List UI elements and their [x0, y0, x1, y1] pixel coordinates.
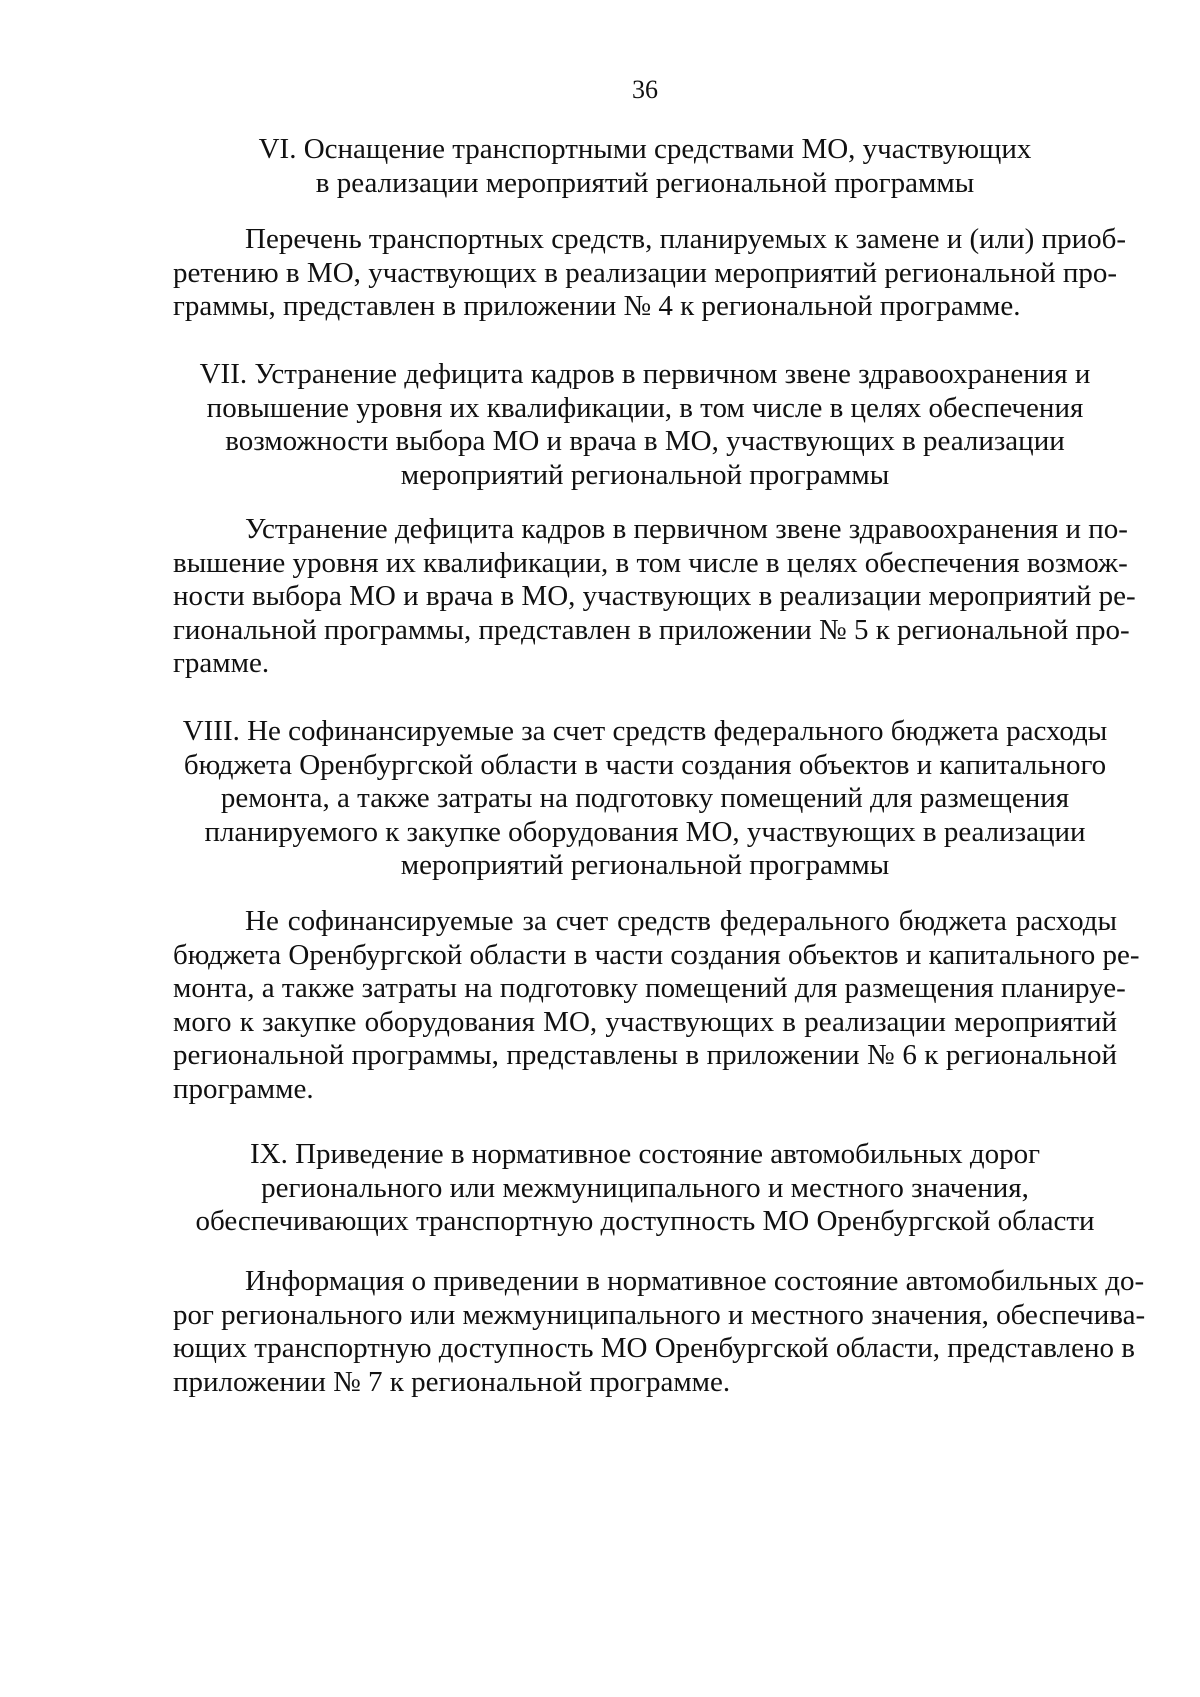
paragraph-line: рог регионального или межмуниципального и местного значения, обеспечива- — [173, 1298, 1146, 1331]
paragraph-line: монта, а также затраты на подготовку помещений для размещения планируе- — [173, 972, 1126, 1004]
heading-line: IX. Приведение в нормативное состояние автомобильных дорог — [249, 1138, 1041, 1170]
heading-line: возможности выбора МО и врача в МО, участвующих в реализации — [225, 425, 1065, 457]
paragraph-line: гиональной программы, представлен в приложении № 5 к региональной про- — [173, 613, 1130, 646]
paragraph-line: ющих транспортную доступность МО Оренбургской области, представлено в — [173, 1332, 1135, 1364]
section-8-paragraph — [173, 905, 1140, 1106]
heading-line: мероприятий региональной программы — [400, 458, 890, 491]
paragraph-line: ности выбора МО и врача в МО, участвующих в реализации мероприятий ре- — [173, 580, 1136, 612]
heading-line: VIII. Не софинансируемые за счет средств федерального бюджета расходы — [182, 715, 1108, 747]
heading-line: в реализации мероприятий региональной программы — [315, 166, 975, 199]
heading-line: мероприятий региональной программы — [400, 849, 890, 881]
heading-line: ремонта, а также затраты на подготовку помещений для размещения — [220, 782, 1070, 814]
paragraph-line: программе. — [173, 1072, 314, 1105]
paragraph-line: приложении № 7 к региональной программе. — [173, 1365, 731, 1398]
paragraph-line: ретению в МО, участвующих в реализации мероприятий региональной про- — [173, 256, 1117, 289]
section-6-heading — [180, 133, 1110, 200]
section-7-heading — [180, 358, 1110, 492]
section-6-paragraph — [173, 223, 1127, 324]
heading-line: повышение уровня их квалификации, в том числе в целях обеспечения — [206, 391, 1084, 424]
paragraph-line: Устранение дефицита кадров в первичном звене здравоохранения и по- — [245, 513, 1128, 545]
paragraph-line: мого к закупке оборудования МО, участвующих в реализации мероприятий — [173, 1005, 1117, 1038]
heading-line: VII. Устранение дефицита кадров в первичном звене здравоохранения и — [199, 358, 1091, 390]
section-8-heading — [180, 715, 1110, 883]
heading-line: планируемого к закупке оборудования МО, участвующих в реализации — [204, 815, 1086, 848]
heading-line: бюджета Оренбургской области в части создания объектов и капитального — [183, 748, 1107, 781]
section-7-paragraph — [173, 513, 1136, 681]
paragraph-line: грамме. — [173, 647, 270, 679]
heading-line: обеспечивающих транспортную доступность МО Оренбургской области — [195, 1205, 1095, 1237]
paragraph-line: региональной программы, представлены в приложении № 6 к региональной — [173, 1039, 1117, 1071]
section-9-paragraph — [173, 1265, 1146, 1399]
heading-line: VI. Оснащение транспортными средствами МО, участвующих — [258, 133, 1032, 165]
paragraph-line: Перечень транспортных средств, планируемых к замене и (или) приоб- — [245, 223, 1127, 255]
heading-line: регионального или межмуниципального и местного значения, — [261, 1171, 1029, 1204]
section-9-heading — [180, 1138, 1110, 1239]
paragraph-line: вышение уровня их квалификации, в том числе в целях обеспечения возмож- — [173, 546, 1128, 579]
paragraph-line: Не софинансируемые за счет средств федерального бюджета расходы — [245, 905, 1117, 937]
page-number: 36 — [632, 75, 658, 104]
paragraph-line: бюджета Оренбургской области в части создания объектов и капитального ре- — [173, 938, 1140, 971]
paragraph-line: Информация о приведении в нормативное состояние автомобильных до- — [245, 1265, 1145, 1297]
paragraph-line: граммы, представлен в приложении № 4 к региональной программе. — [173, 290, 1021, 322]
